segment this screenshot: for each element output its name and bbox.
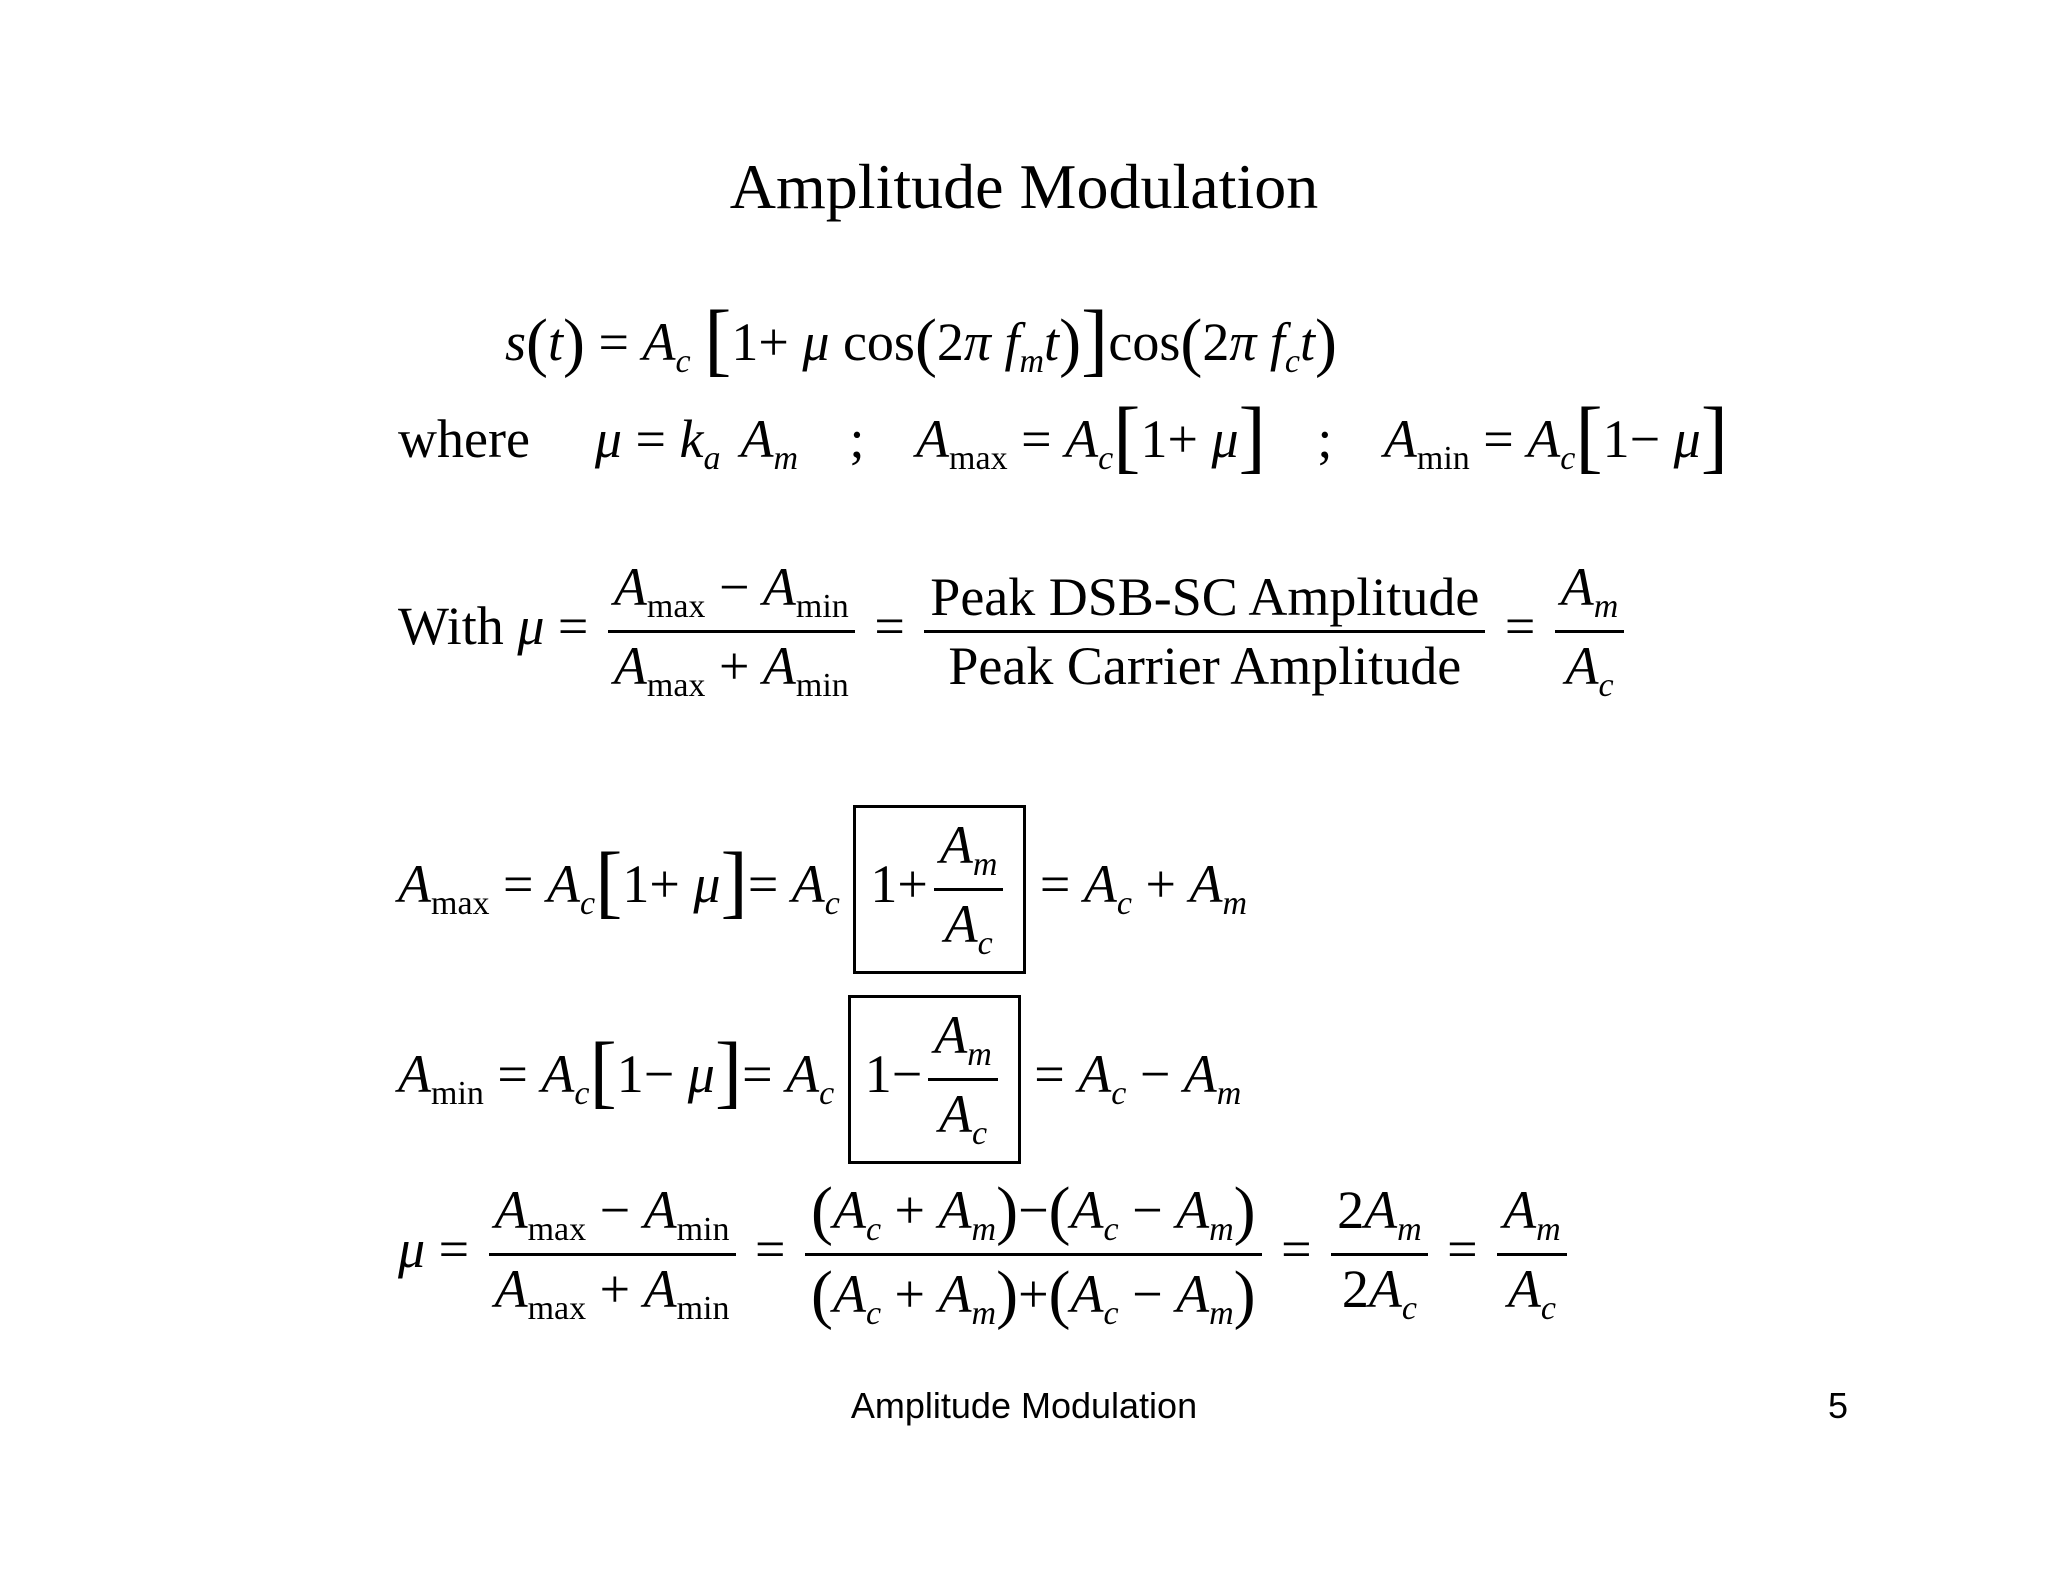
- peak-carrier-label: Peak Carrier Amplitude: [948, 636, 1462, 696]
- fraction-peak-ratio: [924, 567, 1485, 696]
- peak-dsb-sc-label: Peak DSB-SC Amplitude: [924, 570, 1485, 633]
- mu-derivation: μ = $\frac{A_{max} - A_{min}}{A_{max} + A_{min}}$ = $\frac{(A_c + A_m)-(A_c - A_m)}{(A_c + A_m)+(A_c - A_m)}$ = $\frac{2A_m}{2A_c}$ = $\frac{A_m}{A_c}$: [398, 1178, 1573, 1331]
- fraction-amax-amin: $\frac{A_{max} - A_{min}}{A_{max} + A_{min}}$: [608, 560, 855, 703]
- amin-derivation: $A_{min} = A_c[1- \mu]= A_c$ 1− $\frac{A_m}{A_c}$ = $A_c - A_m$: [398, 995, 1241, 1164]
- footer-title: Amplitude Modulation: [850, 1385, 1198, 1426]
- where-definitions: where $\mu = k_a$ $A_m$ ; $A_{max} = A_c[1+ \mu]$ ; $A_{min} = A_c[1- \mu]$: [398, 390, 1729, 481]
- page-number: 5: [1828, 1385, 1849, 1426]
- modulation-index-definition: With μ = $\frac{A_{max} - A_{min}}{A_{max} + A_{min}}$ = $\frac{\text{Peak DSB-SC Amplitude}}{\text{Peak Carrier Amplitude}}$ = $\frac{A_m}{A_c}$: [398, 560, 1630, 703]
- amax-derivation: $A_{max} = A_c[1+ \mu]= A_c$ 1+ $\frac{A_m}{A_c}$ = $A_c + A_m$: [398, 805, 1247, 974]
- slide-title: Amplitude Modulation: [729, 151, 1319, 222]
- where-label: where: [398, 409, 530, 469]
- fraction-am-ac: $\frac{A_m}{A_c}$: [1555, 560, 1625, 703]
- with-label: With: [398, 595, 504, 656]
- signal-equation: $s(t) = A_c$ [1+ μ cos(2π $f_mt)]\cos(2\pi$ $f_ct$): [505, 293, 1337, 384]
